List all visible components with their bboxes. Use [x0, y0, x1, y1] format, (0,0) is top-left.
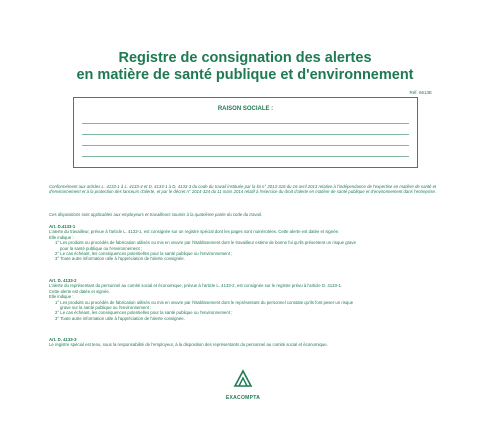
article-item: 2° Le cas échéant, les conséquences potentielles pour la santé publique ou l'environnement ;: [55, 310, 233, 316]
writing-line: [82, 145, 409, 146]
article-text: Le registre spécial est tenu, sous la responsabilité de l'employeur, à la disposition des représentants du personnel au comité social et économique.: [49, 342, 328, 348]
article-text: Elle indique :: [49, 294, 74, 300]
intro-paragraph: Conformément aux articles L. 4133-1 à L. 4133-4 et D. 4133-1 à D. 4133-3 du code du travail instituée par la loi n° 2013-316 du 16 avril 2013 relative à l'indépendance de l'expertise en matière de santé et d'environnement et à la protection des lanceurs d'alerte, et par le décret n° 2014-324 du 11 mars 2014 relatif à l'exercice du droit d'alerte en matière de santé publique et d'environnement dans l'entreprise.: [49, 184, 437, 195]
exacompta-logo: [212, 368, 274, 401]
company-name-label: RAISON SOCIALE :: [217, 106, 274, 112]
article-d4133-1: [49, 224, 445, 262]
article-item: 3° Toute autre information utile à l'appréciation de l'alerte consignée.: [55, 256, 185, 262]
article-item: pour la santé publique ou l'environnement ;: [60, 245, 143, 251]
article-text: Cette alerte est datée et signée.: [49, 288, 110, 294]
article-d4133-2: [49, 278, 445, 321]
exacompta-logo-icon: [232, 368, 254, 390]
article-text: L'alerte du représentant du personnel au comité social et économique, prévue à l'article L. 4133-2, est consignée sur le registre prévu à l'article D. 4133-1.: [49, 283, 342, 289]
article-d4133-3: [49, 337, 445, 348]
article-title: Art. D. 4133-3: [49, 337, 77, 342]
title-line-1: Registre de consignation des alertes: [118, 50, 372, 66]
article-item: 1° Les produits ou procédés de fabrication utilisés ou mis en œuvre par l'établissement dont le représentant du personnel constate qu'ils font peser un risque: [55, 299, 354, 305]
company-name-box: [73, 97, 418, 168]
writing-line: [82, 156, 409, 157]
article-title: Art. D. 4133-2: [49, 278, 77, 283]
article-text: Elle indique :: [49, 234, 74, 240]
writing-line: [82, 134, 409, 135]
logo-text: EXACOMPTA: [225, 395, 261, 401]
article-item: grave sur la santé publique ou l'environnement ;: [60, 305, 152, 311]
article-item: 2° Le cas échéant, les conséquences potentielles pour la santé publique ou l'environnement ;: [55, 251, 233, 257]
article-title: Art. D.4133-1: [49, 224, 76, 229]
article-item: 3° Toute autre information utile à l'appréciation de l'alerte consignée.: [55, 315, 185, 321]
article-text: L'alerte du travailleur, prévue à l'article L. 4133-1, est consignée sur un registre spécial dont les pages sont numérotées. Cette alerte est datée et signée.: [49, 229, 340, 235]
article-item: 1° Les produits ou procédés de fabrication utilisés ou mis en œuvre par l'établissement dont le travailleur estime de bonne foi qu'ils présentent un risque grave: [55, 240, 356, 246]
scope-paragraph: Ces dispositions sont applicables aux employeurs et travailleurs soumis à la quatrième partie du code du travail.: [49, 212, 263, 217]
writing-line: [82, 123, 409, 124]
reference-number: Réf. 6613E: [409, 90, 432, 95]
page-title: [0, 50, 490, 84]
title-line-2: en matière de santé publique et d'environnement: [76, 67, 414, 83]
